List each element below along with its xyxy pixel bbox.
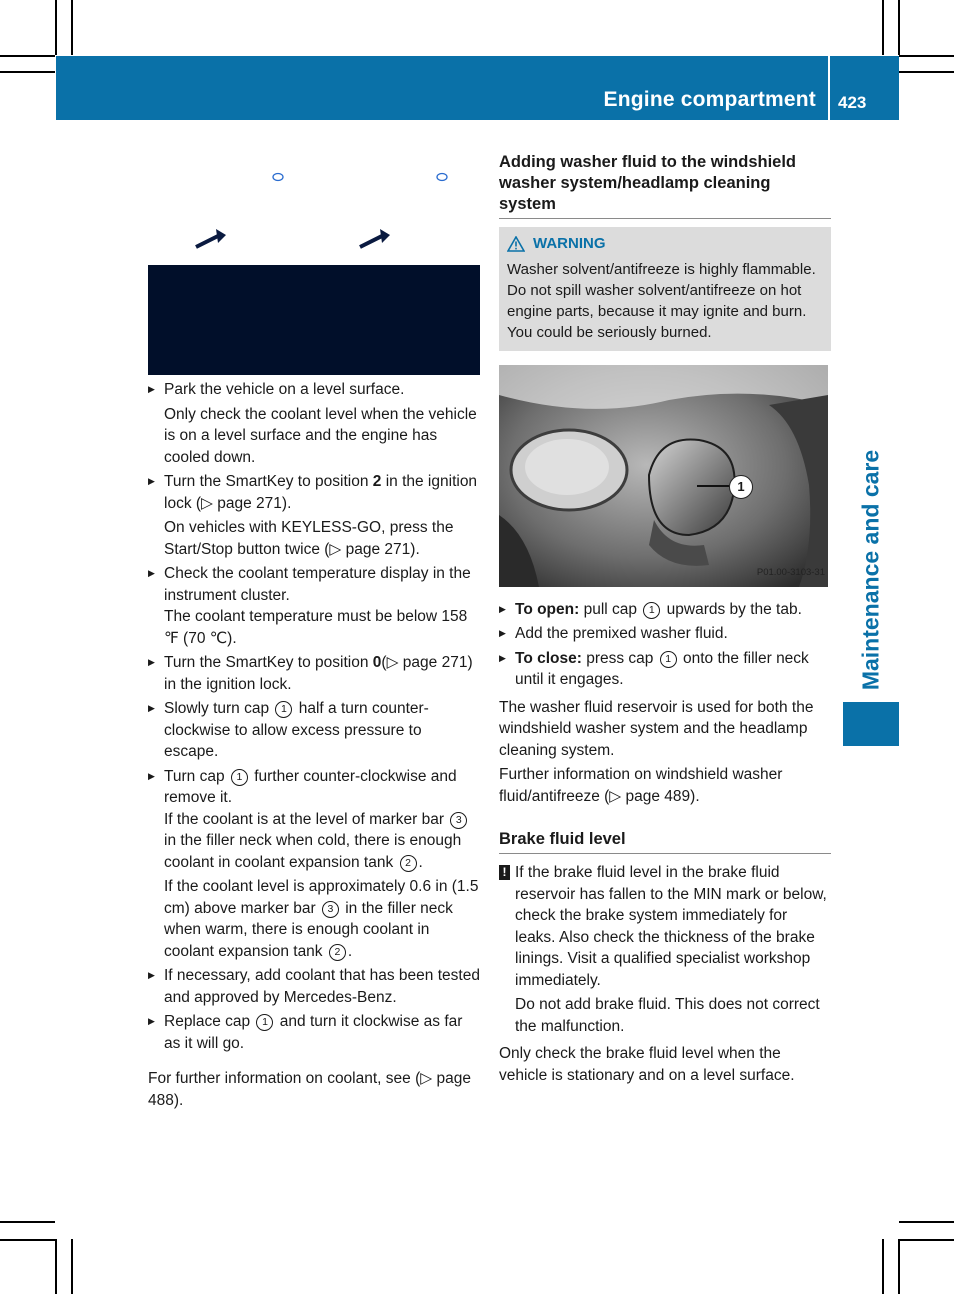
crop-mark [899,1239,954,1241]
note-warm-level: If the coolant level is approximately 0.6 in (1.5 cm) above marker bar 3 in the filler neck when warm, there is enough coolant in coolant expansion tank 2 . [164,878,479,960]
crop-mark [0,1239,55,1241]
step-check-temp: ▶ Check the coolant temperature display in the instrument cluster. [148,563,480,606]
washer-heading: Adding washer fluid to the windshield washer system/headlamp cleaning system [499,152,831,219]
step-remove-cap: ▶ Turn cap 1 further counter-clockwise and remove it. [148,766,480,809]
washer-reservoir-info: The washer fluid reservoir is used for both the windshield washer system and the headlamp cleaning system. [499,698,814,759]
step-add-washer-fluid: ▶ Add the premixed washer fluid. [499,623,831,645]
crop-mark [898,1239,900,1294]
crop-mark [899,55,954,57]
diagram-ring-right [437,174,447,181]
note-temp-limit: The coolant temperature must be below 158 ℉ (70 ℃). [164,608,468,647]
note-keyless-go: On vehicles with KEYLESS-GO, press the Start/Stop button twice (▷ page 271). [164,519,454,558]
chapter-tab [843,702,899,746]
step-turn-cap-half: ▶ Slowly turn cap 1 half a turn counter-clockwise to allow excess pressure to escape. [148,698,480,763]
warning-box [499,227,831,351]
marker-1: 1 [660,651,677,668]
exclamation-icon: ! [499,865,510,880]
coolant-diagram [148,155,480,375]
crop-mark [71,1239,73,1294]
step-park: ▶ Park the vehicle on a level surface. [148,379,480,401]
step-close: ▶ To close: press cap 1 onto the filler neck until it engages. [499,648,831,691]
marker-3: 3 [450,812,467,829]
step-open: ▶ To open: pull cap 1 upwards by the tab. [499,599,831,621]
crop-mark [899,1221,954,1223]
crop-mark [0,55,55,57]
brake-fluid-heading: Brake fluid level [499,829,831,854]
brake-notice: ! If the brake fluid level in the brake fluid reservoir has fallen to the MIN mark or below, check the brake system immediately for leaks. Also check the thickness of the brake linings. Visit a qualified specialist workshop immediately. [499,862,831,991]
crop-mark [0,71,55,73]
warning-title: WARNING [507,233,823,255]
step-smartkey-2: ▶ Turn the SmartKey to position 2 in the ignition lock (▷ page 271). [148,471,480,514]
brake-check-info: Only check the brake fluid level when the vehicle is stationary and on a level surface. [499,1045,795,1084]
marker-1: 1 [231,769,248,786]
diagram-ring-left [273,174,283,181]
chapter-tab-label: Maintenance and care [857,449,884,691]
page-number: 423 [838,93,867,112]
crop-mark [55,0,57,55]
marker-1: 1 [643,602,660,619]
section-title: Engine compartment [603,88,816,111]
photo-code: P01.00-3103-31 [756,567,825,578]
coolant-reference: For further information on coolant, see (▷ page 488). [148,1070,471,1109]
crop-mark [71,0,73,55]
marker-1: 1 [256,1014,273,1031]
crop-mark [898,0,900,55]
left-column [148,379,480,1114]
diagram-dark-panel [148,265,480,375]
note-level: Only check the coolant level when the vehicle is on a level surface and the engine has cooled down. [164,405,477,466]
photo-callout-1: 1 [729,475,753,499]
right-column [499,152,831,1089]
step-add-coolant: ▶ If necessary, add coolant that has been tested and approved by Mercedes-Benz. [148,965,480,1008]
warning-text: Washer solvent/antifreeze is highly flammable. Do not spill washer solvent/antifreeze on hot engine parts, because it may ignite and burn. You could be seriously burned. [507,260,816,341]
header-divider [828,56,830,120]
step-smartkey-0: ▶ Turn the SmartKey to position 0(▷ page 271) in the ignition lock. [148,652,480,695]
crop-mark [882,0,884,55]
brake-notice-2: Do not add brake fluid. This does not correct the malfunction. [515,996,820,1035]
marker-2: 2 [329,944,346,961]
note-cold-level: If the coolant is at the level of marker bar 3 in the filler neck when cold, there is enough coolant in coolant expansion tank 2 . [148,809,480,874]
marker-2: 2 [400,855,417,872]
crop-mark [55,1239,57,1294]
marker-3: 3 [322,901,339,918]
washer-reservoir-photo [499,365,828,587]
marker-1: 1 [275,701,292,718]
diagram-arrow-left-icon [196,229,226,247]
crop-mark [0,1221,55,1223]
step-replace-cap: ▶ Replace cap 1 and turn it clockwise as far as it will go. [148,1011,480,1054]
crop-mark [882,1239,884,1294]
crop-mark [899,71,954,73]
photo-graphic [499,365,828,587]
washer-fluid-reference: Further information on windshield washer fluid/antifreeze (▷ page 489). [499,766,783,805]
warning-triangle-icon [507,236,525,252]
diagram-arrow-right-icon [360,229,390,247]
